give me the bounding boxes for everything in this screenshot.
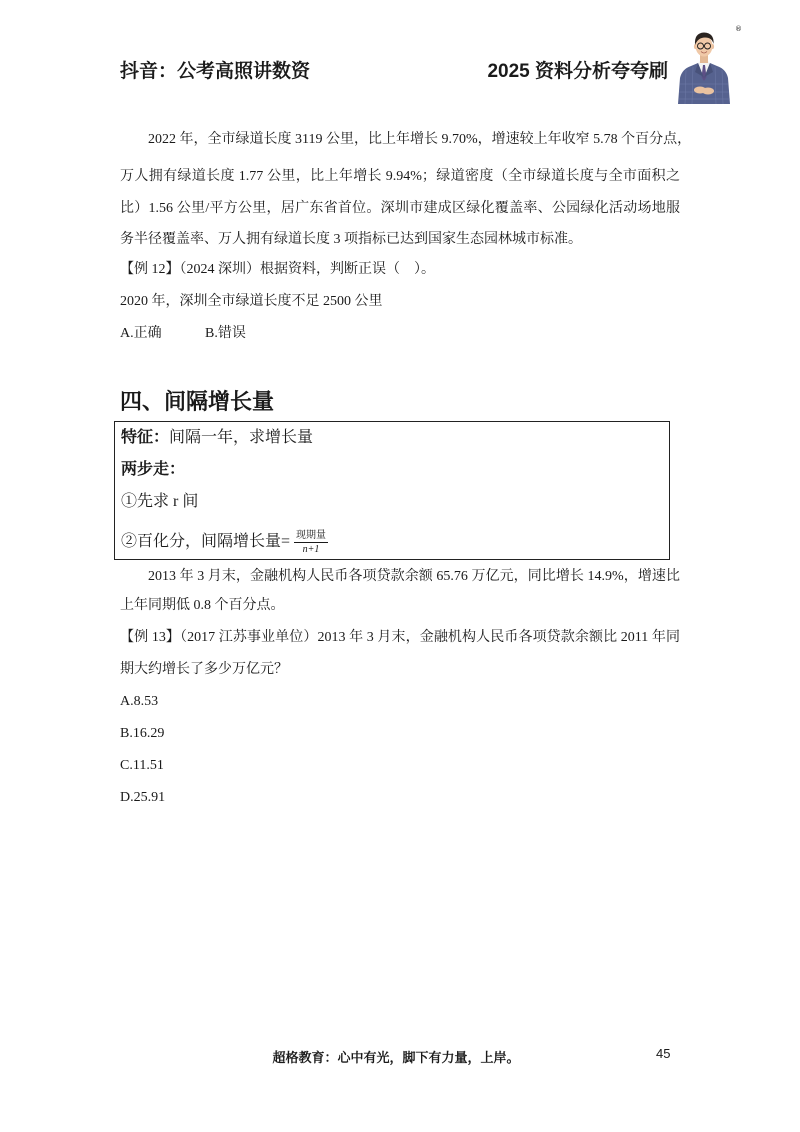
- step-2-text: ②百化分，间隔增长量=: [121, 533, 291, 551]
- example-13-question-line: 期大约增长了多少万亿元？: [120, 662, 288, 677]
- presenter-photo: [676, 28, 732, 104]
- example-13-option-c: C.11.51: [120, 758, 164, 773]
- passage-2-line: 上年同期低 0.8 个百分点。: [120, 598, 285, 613]
- example-13-question-line: 【例 13】（2017 江苏事业单位）2013 年 3 月末，金融机构人民币各项贷款余额比 2011 年同: [120, 630, 680, 645]
- example-13-option-d: D.25.91: [120, 790, 166, 805]
- passage-1-line: 务半径覆盖率、万人拥有绿道长度 3 项指标已达到国家生态园林城市标准。: [120, 232, 582, 247]
- presenter-portrait-graphic: [676, 28, 732, 104]
- formula-denominator: n+1: [302, 544, 320, 555]
- feature-row: [121, 428, 313, 448]
- example-12-statement: 2020 年，深圳全市绿道长度不足 2500 公里: [120, 294, 383, 309]
- header-right-title: 2025 资料分析夸夸刷: [487, 61, 668, 82]
- feature-label: 特征：: [121, 429, 170, 446]
- section-heading: 四、间隔增长量: [120, 389, 275, 414]
- step-2: [121, 530, 328, 555]
- passage-1-line: 2022 年，全市绿道长度 3119 公里，比上年增长 9.70%，增速较上年收窄 5.78 个百分点，: [148, 132, 692, 147]
- example-13-option-a: A.8.53: [120, 694, 159, 709]
- step-1: ①先求 r 间: [121, 493, 199, 510]
- footer-slogan: 超格教育：心中有光，脚下有力量，上岸。: [272, 1050, 520, 1065]
- feature-text: 间隔一年，求增长量: [169, 429, 314, 446]
- steps-label: 两步走：: [121, 461, 186, 478]
- trademark-mark: ®: [735, 25, 742, 33]
- example-12-question: 【例 12】（2024 深圳）根据资料，判断正误（ ）。: [120, 262, 435, 277]
- method-box: [114, 421, 670, 560]
- header-left-title: 抖音：公考高照讲数资: [120, 61, 311, 82]
- passage-2-line: 2013 年 3 月末，金融机构人民币各项贷款余额 65.76 万亿元，同比增长 14.9%，增速比: [148, 569, 680, 584]
- page-number: 45: [656, 1046, 671, 1061]
- passage-1-line: 比）1.56 公里/平方公里，居广东省首位。深圳市建成区绿化覆盖率、公园绿化活动场地服: [120, 201, 680, 216]
- passage-1-line: 万人拥有绿道长度 1.77 公里，比上年增长 9.94%；绿道密度（全市绿道长度与全市面积之: [120, 169, 680, 184]
- example-13-option-b: B.16.29: [120, 726, 165, 741]
- example-12-option-b: B.错误: [205, 326, 246, 341]
- formula-numerator: 现期量: [296, 530, 327, 541]
- example-12-option-a: A.正确: [120, 326, 162, 341]
- formula-fraction: [294, 530, 328, 555]
